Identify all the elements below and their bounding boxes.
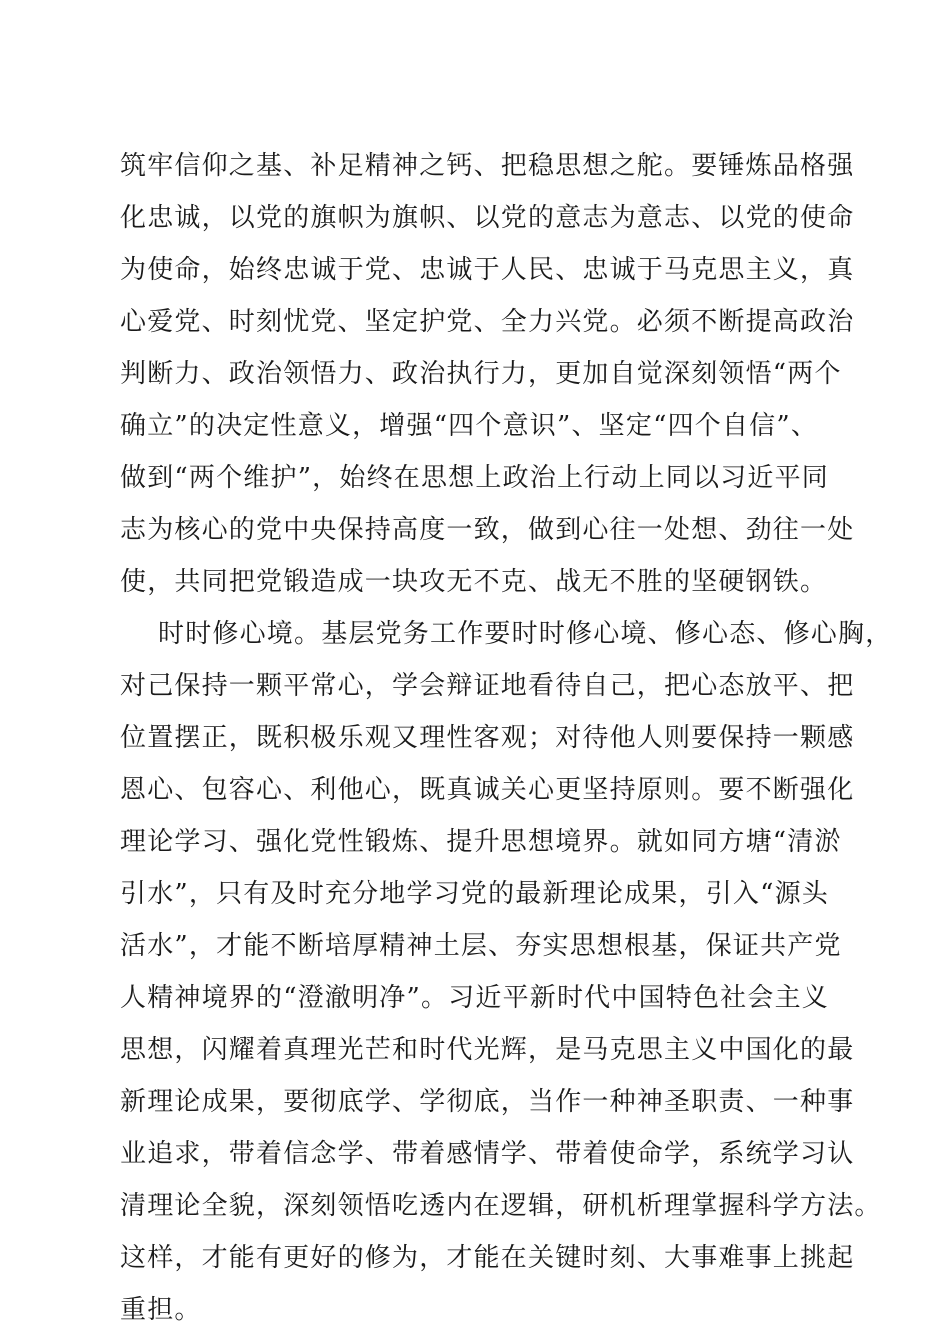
text-line: 确立”的决定性意义，增强“四个意识”、坚定“四个自信”、 — [120, 411, 819, 441]
text-line: 筑牢信仰之基、补足精神之钙、把稳思想之舵。要锤炼品格强 — [120, 151, 855, 181]
text-line: 做到“两个维护”，始终在思想上政治上行动上同以习近平同 — [120, 463, 829, 493]
text-line: 清理论全貌，深刻领悟吃透内在逻辑，研机析理掌握科学方法。 — [120, 1191, 882, 1221]
text-line: 业追求，带着信念学、带着感情学、带着使命学，系统学习认 — [120, 1139, 855, 1169]
text-line: 使，共同把党锻造成一块攻无不克、战无不胜的坚硬钢铁。 — [120, 567, 828, 597]
text-line: 恩心、包容心、利他心，既真诚关心更坚持原则。要不断强化 — [120, 775, 855, 805]
text-line: 位置摆正，既积极乐观又理性客观；对待他人则要保持一颗感 — [120, 723, 855, 753]
text-line: 判断力、政治领悟力、政治执行力，更加自觉深刻领悟“两个 — [120, 359, 842, 389]
text-line: 重担。 — [120, 1295, 202, 1325]
text-line: 新理论成果，要彻底学、学彻底，当作一种神圣职责、一种事 — [120, 1087, 855, 1117]
text-line: 心爱党、时刻忧党、坚定护党、全力兴党。必须不断提高政治 — [120, 307, 855, 337]
paragraph-start-line: 时时修心境。基层党务工作要时时修心境、修心态、修心胸， — [158, 619, 893, 649]
text-line: 志为核心的党中央保持高度一致，做到心往一处想、劲往一处 — [120, 515, 855, 545]
text-line: 化忠诚，以党的旗帜为旗帜、以党的意志为意志、以党的使命 — [120, 203, 855, 233]
text-line: 思想，闪耀着真理光芒和时代光辉，是马克思主义中国化的最 — [120, 1035, 855, 1065]
text-line: 为使命，始终忠诚于党、忠诚于人民、忠诚于马克思主义，真 — [120, 255, 855, 285]
text-line: 这样，才能有更好的修为，才能在关键时刻、大事难事上挑起 — [120, 1243, 855, 1273]
text-line: 活水”，才能不断培厚精神土层、夯实思想根基，保证共产党 — [120, 931, 842, 961]
text-line: 理论学习、强化党性锻炼、提升思想境界。就如同方塘“清淤 — [120, 827, 842, 857]
text-line: 引水”，只有及时充分地学习党的最新理论成果，引入“源头 — [120, 879, 829, 909]
text-line: 对己保持一颗平常心，学会辩证地看待自己，把心态放平、把 — [120, 671, 855, 701]
body-text — [120, 140, 893, 1336]
text-line: 人精神境界的“澄澈明净”。习近平新时代中国特色社会主义 — [120, 983, 829, 1013]
